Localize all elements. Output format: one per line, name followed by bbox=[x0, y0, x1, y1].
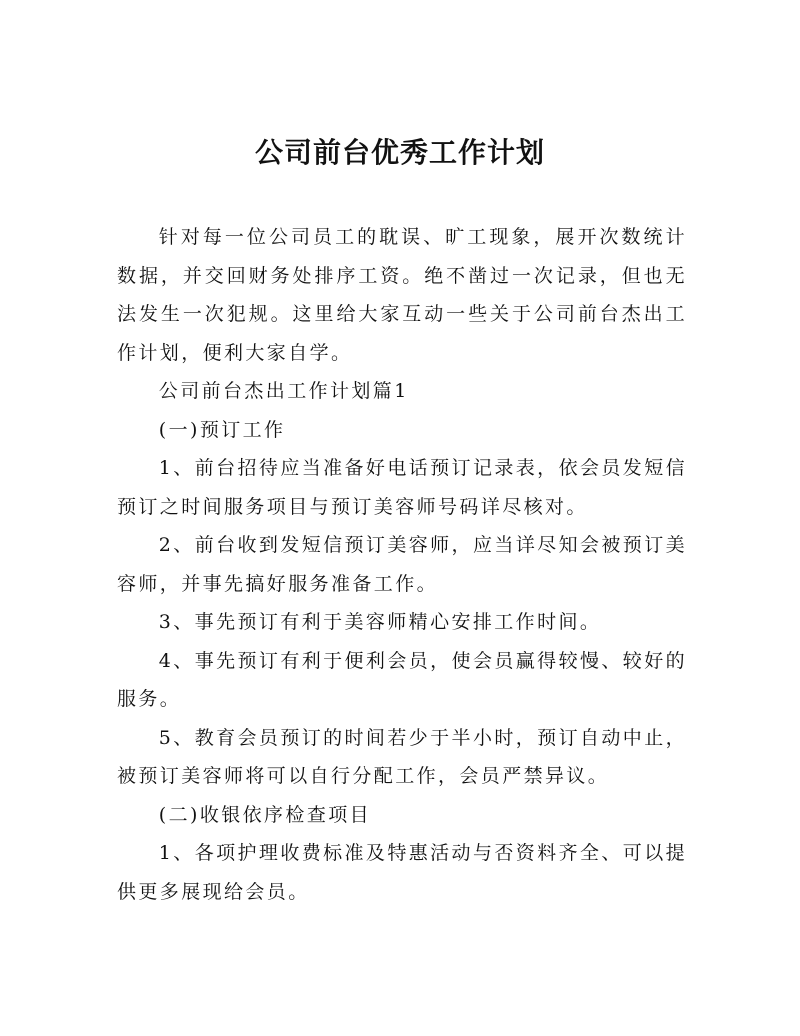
booking-item-3: 3、事先预订有利于美容师精心安排工作时间。 bbox=[158, 611, 602, 633]
booking-item-2: 2、前台收到发短信预订美容师，应当详尽知会被预订美容师，并事先搞好服务准备工作。 bbox=[117, 534, 687, 595]
document-body bbox=[117, 218, 687, 911]
subsection-heading-booking: (一)预订工作 bbox=[158, 418, 286, 441]
subsection-heading-cashier: (二)收银依序检查项目 bbox=[158, 803, 372, 826]
booking-item-1: 1、前台招待应当准备好电话预订记录表，依会员发短信预订之时间服务项目与预订美容师号码详尽核对。 bbox=[117, 457, 687, 518]
booking-item-5: 5、教育会员预订的时间若少于半小时，预订自动中止，被预订美容师将可以自行分配工作，会员严禁异议。 bbox=[117, 726, 687, 787]
section-heading: 公司前台杰出工作计划篇1 bbox=[158, 380, 409, 402]
booking-item-4: 4、事先预订有利于便利会员，使会员赢得较慢、较好的服务。 bbox=[117, 649, 687, 710]
document-title: 公司前台优秀工作计划 bbox=[254, 136, 545, 169]
intro-paragraph: 针对每一位公司员工的耽误、旷工现象，展开次数统计数据，并交回财务处排序工资。绝不凿过一次记录，但也无法发生一次犯规。这里给大家互动一些关于公司前台杰出工作计划，便利大家自学。 bbox=[117, 226, 687, 364]
cashier-item-1: 1、各项护理收费标准及特惠活动与否资料齐全、可以提供更多展现给会员。 bbox=[117, 842, 687, 903]
